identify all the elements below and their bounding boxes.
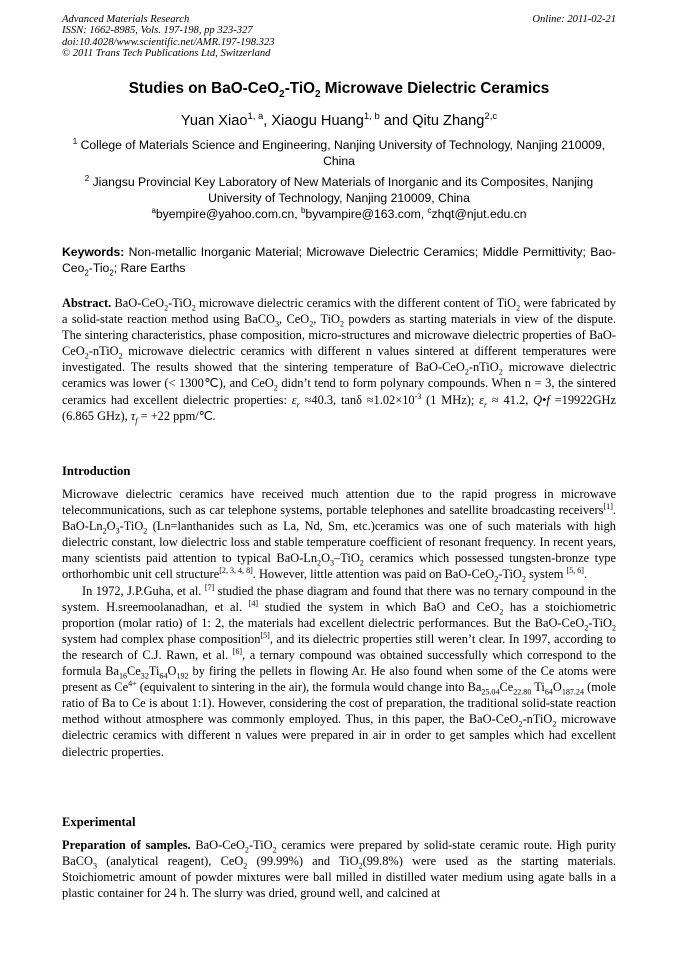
email-link[interactable]: byvampire@163.com, — [305, 207, 428, 221]
subsection-label: Preparation of samples. — [62, 838, 191, 852]
journal-header — [62, 14, 616, 60]
abstract: Abstract. BaO-CeO$_2$-TiO$_2$ microwave dielectric ceramics with the different content of TiO$_2$ were fabricated by a solid-state reaction method using BaCO$_3$, CeO$_2$, TiO$_2$ powders as starting materials in view of the dispute. The sintering characteristics, phase composition, micro-structures and microwave dielectric properties of BaO-CeO$_2$-nTiO$_2$ microwave dielectric ceramics with different n values sintered at different temperatures were investigated. The results showed that the sintering temperature of BaO-CeO$_2$-nTiO$_2$ microwave dielectric ceramics was lower (< 1300℃), and CeO$_2$ didn’t tend to form polynary compounds. When n = 3, the sintered ceramics had excellent dielectric properties: $\varepsilon_r \approx 40.3$, $\tan\delta \approx 1.02\times 10^{-3}$ (1 MHz); $\varepsilon_r \approx 41.2$, Q•f =19922GHz (6.865 GHz), $\tau_f = +22$ ppm/℃. — [62, 296, 617, 426]
author-list: Yuan Xiao$^{1, a}$, Xiaogu Huang$^{1, b}$ and Qitu Zhang$^{2,c}$ — [180, 111, 498, 129]
citation[interactable]: [6] — [232, 646, 243, 656]
journal-name: Advanced Materials Research — [62, 14, 190, 25]
citation[interactable]: [7] — [204, 582, 215, 592]
paragraph: Microwave dielectric ceramics have received much attention due to the rapid progress in microwave telecommunications, such as car telephone systems, portable telephones and satellite broadcasting receivers[1]. BaO-$Ln_2O_3-TiO_2$ (Ln=lanthanides such as La, Nd, Sm, etc.)ceramics was one of such materials with high dielectric constant, low dielectric loss and stable temperature coefficient of resonant frequency. In recent years, many scientists paid attention to typical BaO-$Ln_2O_3-TiO_2$ ceramics which possessed tungsten-bronze type orthorhombic unit cell structure[2, 3, 4, 8]. However, little attention was paid on BaO-CeO$_2$-TiO$_2$ system [5, 6]. — [62, 487, 616, 584]
introduction-section — [62, 486, 616, 760]
author-name: , Xiaogu Huang — [263, 113, 364, 129]
keywords: Keywords: Non-metallic Inorganic Material; Microwave Dielectric Ceramics; Middle Permittivity; Bao-Ceo$_2$-Tio$_2$; Rare Earths — [62, 245, 616, 278]
affiliation-1: $^1$ College of Materials Science and Engineering, Nanjing University of Technology, Nanjing 210009, China — [72, 136, 606, 168]
citation[interactable]: [4] — [248, 598, 259, 608]
paper-title: Studies on BaO-CeO$_2$-TiO$_2$ Microwave Dielectric Ceramics — [128, 80, 550, 101]
online-date: Online: 2011-02-21 — [532, 14, 616, 25]
experimental-section: Preparation of samples. BaO-CeO$_2$-TiO$_2$ ceramics were prepared by solid-state ceramic route. High purity BaCO$_3$ (analytical reagent), CeO$_2$ (99.99%) and TiO$_2$(99.8%) were used as the starting materials. Stoichiometric amount of powder mixtures were ball milled in distilled water medium using agate balls in a plastic container for 24 h. The slurry was dried, ground well, and calcined at — [62, 838, 617, 901]
citation[interactable]: [2, 3, 4, 8] — [219, 566, 253, 576]
email-link[interactable]: zhqt@njut.edu.cn — [431, 207, 527, 221]
doi-line: doi:10.4028/www.scientific.net/AMR.197-198.323 — [62, 36, 275, 48]
citation[interactable]: [1] — [603, 501, 613, 511]
issn-line: ISSN: 1662-8985, Vols. 197-198, pp 323-327 — [62, 25, 253, 37]
experimental-heading: Experimental — [62, 815, 136, 829]
keywords-label: Keywords: — [62, 245, 125, 259]
citation[interactable]: [5] — [260, 630, 270, 640]
introduction-heading: Introduction — [62, 464, 131, 478]
email-link[interactable]: byempire@yahoo.com.cn, — [155, 207, 302, 221]
author-name: Yuan Xiao — [180, 113, 248, 129]
abstract-label: Abstract. — [62, 296, 112, 310]
author-name: and Qitu Zhang — [379, 113, 485, 129]
citation[interactable]: [5, 6] — [566, 566, 584, 576]
author-emails: $^a$byempire@yahoo.com.cn, $^b$byvampire@163.com, $^c$zhqt@njut.edu.cn — [151, 205, 527, 221]
affiliation-2: $^2$ Jiangsu Provincial Key Laboratory of New Materials of Inorganic and its Composites, Nanjing University of Technology, Nanjing 210009, China — [84, 173, 594, 205]
paragraph: In 1972, J.P.Guha, et al. [7] studied the phase diagram and found that there was no ternary compound in the system. H.sreemoolanadhan, et al. [4] studied the system in which BaO and CeO$_2$ has a stoichiometric proportion (molar ratio) of 1: 2, the materials had excellent dielectric performances. But the BaO-CeO$_2$-TiO$_2$ system had complex phase composition[5], and its dielectric properties still weren’t clear. In 1997, according to the research of C.J. Rawn, et al. [6], a ternary compound was obtained successfully which correspond to the formula $Ba_{16}Ce_{32}Ti_{64}O_{192}$ by firing the pellets in flowing Ar. He also found when some of the Ce atoms were present as $Ce^{4+}$ (equivalent to sintering in the air), the formula would change into $Ba_{25.04}Ce_{22.80}$ $Ti_{64}O_{187.24}$ (mole ratio of Ba to Ce is about 1:1). However, considering the cost of preparation, the traditional solid-state reaction method without atmosphere was commonly employed. Thus, in this paper, the BaO-CeO$_2$-nTiO$_2$ microwave dielectric ceramics with different n values were prepared in air in order to get samples which had excellent dielectric properties. — [62, 582, 617, 759]
copyright-line: © 2011 Trans Tech Publications Ltd, Switzerland — [62, 48, 271, 60]
